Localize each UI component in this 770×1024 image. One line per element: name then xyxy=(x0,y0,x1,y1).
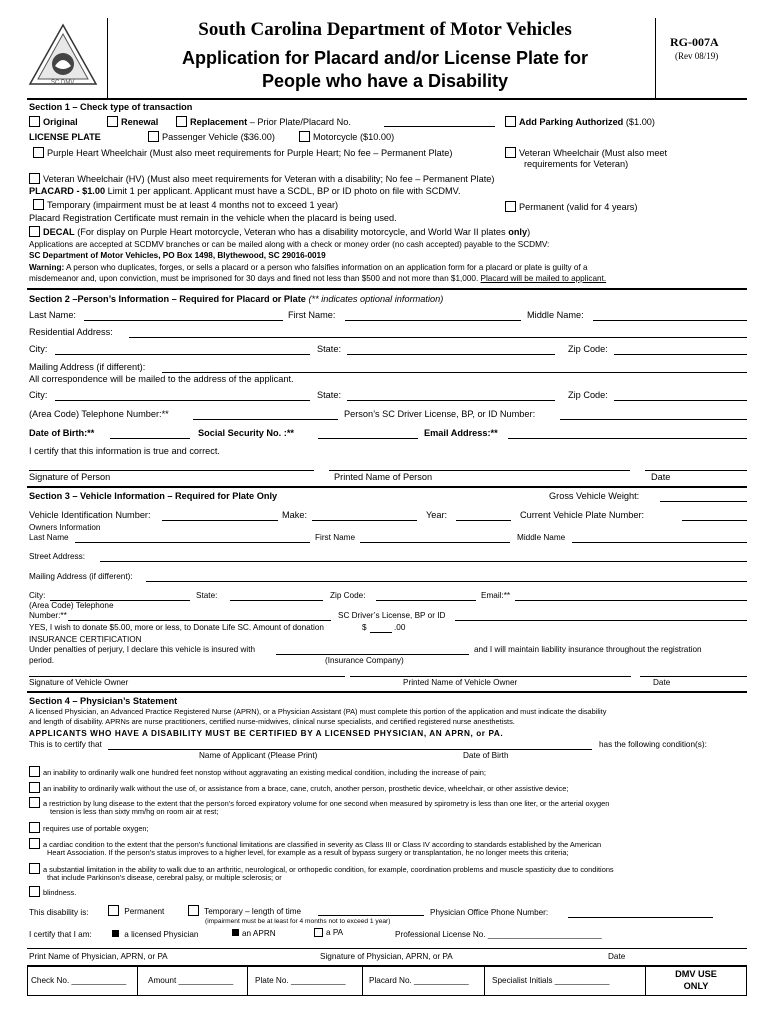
insurance-period: period. xyxy=(29,656,55,665)
decal-option[interactable]: DECAL (For display on Purple Heart motorcycle, Veteran who has a disability motorcycle, and World War II plates only) xyxy=(29,226,530,238)
applicant-dob-caption: Date of Birth xyxy=(463,751,509,760)
specialist-initials-field[interactable]: Specialist Initials ____________ xyxy=(492,976,610,985)
phone-field[interactable] xyxy=(193,419,338,420)
mailing-address-label: Mailing Address (if different): xyxy=(29,362,146,372)
form-revision: (Rev 08/19) xyxy=(675,51,719,61)
owner-zip-label: Zip Code: xyxy=(330,591,366,600)
plate-no-field[interactable]: Plate No. ____________ xyxy=(255,976,346,985)
passenger-checkbox[interactable] xyxy=(148,131,159,142)
replacement-checkbox[interactable] xyxy=(176,116,187,127)
phone-label: (Area Code) Telephone Number:** xyxy=(29,409,169,419)
owner-first-name-label: First Name xyxy=(315,533,356,542)
add-parking-option[interactable]: Add Parking Authorized ($1.00) xyxy=(505,116,655,128)
owner-street-field[interactable] xyxy=(100,561,747,562)
disability-temporary-option[interactable]: Temporary – length of time xyxy=(188,905,301,917)
disability-temporary-checkbox[interactable] xyxy=(188,905,199,916)
owner-date-field[interactable] xyxy=(640,676,747,677)
divider xyxy=(27,948,747,949)
owner-dl-label: SC Driver’s License, BP or ID xyxy=(338,611,446,620)
vet-wheelchair-line2: requirements for Veteran) xyxy=(524,159,629,169)
condition-5-line2: Heart Association. If the person’s status improves to a higher level, for example as a result of bypass surgery or transplantation, he no longer meets this criteria; xyxy=(47,848,569,857)
insurance-statement-2: and I will maintain liability insurance throughout the registration xyxy=(474,645,702,654)
aprn-checkbox[interactable] xyxy=(232,929,239,936)
mailing-address-field[interactable] xyxy=(162,372,747,373)
placard-cert-note: Placard Registration Certificate must remain in the vehicle when the placard is being used. xyxy=(29,213,397,223)
owner-state-field[interactable] xyxy=(230,600,323,601)
aprn-option[interactable]: an APRN xyxy=(232,929,276,939)
seal-text: SC DMV xyxy=(51,80,75,86)
dl-label: Person’s SC Driver License, BP, or ID Number: xyxy=(344,409,536,419)
renewal-checkbox[interactable] xyxy=(107,116,118,127)
physician-date-caption: Date xyxy=(608,952,626,961)
form-title-2: People who have a Disability xyxy=(261,71,509,91)
placard-line: PLACARD - $1.00 Limit 1 per applicant. Applicant must have a SCDL, BP or ID photo on file with SCDMV. xyxy=(29,186,461,196)
vin-label: Vehicle Identification Number: xyxy=(29,510,151,520)
pa-option[interactable]: a PA xyxy=(314,928,343,938)
vet-wheelchair-option[interactable]: Veteran Wheelchair (Must also meet xyxy=(505,147,667,159)
motorcycle-checkbox[interactable] xyxy=(299,131,310,142)
condition-3-line2: tension is less than sixty mm/hg on room air at rest; xyxy=(50,807,219,816)
owner-first-name-field[interactable] xyxy=(360,542,510,543)
decal-checkbox[interactable] xyxy=(29,226,40,237)
dollar-sign: $ xyxy=(362,623,367,632)
owner-middle-name-field[interactable] xyxy=(572,542,747,543)
gvw-label: Gross Vehicle Weight: xyxy=(549,491,640,501)
divider xyxy=(27,691,747,693)
owner-signature-field[interactable] xyxy=(29,676,345,677)
motorcycle-option[interactable]: Motorcycle ($10.00) xyxy=(299,131,394,143)
condition-5-checkbox[interactable] xyxy=(29,838,40,849)
vet-hv-option[interactable]: Veteran Wheelchair (HV) (Must also meet requirements for Veteran with a disability; No fee – Permanent Plate) xyxy=(29,173,494,185)
professional-license-field[interactable]: Professional License No. _________________________ xyxy=(395,930,602,939)
last-name-field[interactable] xyxy=(84,320,283,321)
physician-intro-2: and length of disability. APRNs are nurse practitioners, certified nurse-midwives, clinical nurse specialists, and certified registered nurse anesthetists. xyxy=(29,717,515,726)
owner-mailing-field[interactable] xyxy=(146,581,747,582)
permanent-checkbox[interactable] xyxy=(505,201,516,212)
ssn-field[interactable] xyxy=(318,438,418,439)
donation-amount-field[interactable] xyxy=(370,632,392,633)
email-field[interactable] xyxy=(508,438,747,439)
divider xyxy=(27,486,747,488)
printed-name-caption: Printed Name of Person xyxy=(334,472,433,482)
disability-permanent-option[interactable]: Permanent xyxy=(108,905,164,917)
applicant-name-field[interactable] xyxy=(108,749,592,750)
amount-field[interactable]: Amount ____________ xyxy=(148,976,234,985)
owner-email-label: Email:** xyxy=(481,591,511,600)
section4-heading: Section 4 – Physician’s Statement xyxy=(29,696,178,706)
condition-4[interactable]: requires use of portable oxygen; xyxy=(29,822,149,834)
header-divider-right xyxy=(655,18,656,98)
owner-street-label: Street Address: xyxy=(29,552,85,561)
signature-field[interactable] xyxy=(29,470,314,471)
owner-state-label: State: xyxy=(196,591,218,600)
last-name-label: Last Name: xyxy=(29,310,76,320)
middle-name-label: Middle Name: xyxy=(527,310,584,320)
make-field[interactable] xyxy=(312,520,417,521)
dept-title: South Carolina Department of Motor Vehicles xyxy=(198,19,572,40)
vet-wheelchair-checkbox[interactable] xyxy=(505,147,516,158)
signature-caption: Signature of Person xyxy=(29,472,111,482)
first-name-field[interactable] xyxy=(345,320,521,321)
footer-divider xyxy=(362,966,363,996)
mailing-city-label: City: xyxy=(29,390,48,400)
add-parking-checkbox[interactable] xyxy=(505,116,516,127)
mailing-zip-field[interactable] xyxy=(614,400,747,401)
mailing-state-field[interactable] xyxy=(347,400,555,401)
owner-phone-label: (Area Code) Telephone xyxy=(29,601,114,610)
certify-that-label: This is to certify that xyxy=(29,740,102,749)
make-label: Make: xyxy=(282,510,308,520)
license-plate-label: LICENSE PLATE xyxy=(29,132,101,142)
owner-printed-caption: Printed Name of Vehicle Owner xyxy=(403,678,518,687)
printed-name-field[interactable] xyxy=(329,470,630,471)
licensed-physician-option[interactable]: a licensed Physician xyxy=(112,930,198,940)
mailing-address: SC Department of Motor Vehicles, PO Box 1498, Blythewood, SC 29016-0019 xyxy=(29,251,326,260)
date-field[interactable] xyxy=(645,470,747,471)
physician-intro-1: A licensed Physician, an Advanced Practice Registered Nurse (APRN), or a Physician Assistant (PA) must complete this portion of the application and must indicate the disability xyxy=(29,707,607,716)
office-phone-field[interactable] xyxy=(568,917,713,918)
footer-divider xyxy=(484,966,485,996)
purple-heart-checkbox[interactable] xyxy=(33,147,44,158)
owner-email-field[interactable] xyxy=(515,600,747,601)
first-name-label: First Name: xyxy=(288,310,336,320)
physician-checkbox[interactable] xyxy=(112,930,119,937)
condition-4-checkbox[interactable] xyxy=(29,822,40,833)
year-field[interactable] xyxy=(456,520,511,521)
vin-field[interactable] xyxy=(162,520,278,521)
owner-printed-name-field[interactable] xyxy=(350,676,631,677)
owner-zip-field[interactable] xyxy=(376,600,476,601)
condition-6-checkbox[interactable] xyxy=(29,863,40,874)
state-label: State: xyxy=(317,344,342,354)
physician-requirement: APPLICANTS WHO HAVE A DISABILITY MUST BE CERTIFIED BY A LICENSED PHYSICIAN, AN APRN, or PA. xyxy=(29,729,504,738)
temporary-note: (impairment must be at least for 4 months not to exceed 1 year) xyxy=(205,918,391,925)
temporary-option[interactable]: Temporary (impairment must be at least 4 months not to exceed 1 year) xyxy=(33,199,338,211)
prior-plate-field[interactable] xyxy=(384,126,495,127)
original-checkbox[interactable] xyxy=(29,116,40,127)
divider xyxy=(27,288,747,290)
owner-mailing-label: Mailing Address (if different): xyxy=(29,572,133,581)
dmv-only-label: ONLY xyxy=(683,981,709,991)
physician-signature-caption: Signature of Physician, APRN, or PA xyxy=(320,952,453,961)
owner-last-name-field[interactable] xyxy=(75,542,310,543)
current-plate-field[interactable] xyxy=(682,520,747,521)
condition-7-checkbox[interactable] xyxy=(29,886,40,897)
placard-no-field[interactable]: Placard No. ____________ xyxy=(369,976,469,985)
warning-line2: misdemeanor and, upon conviction, must be imprisoned for 30 days and fined not less than $500 and not more than $1,000. Placard will be mailed to applicant. xyxy=(29,274,607,283)
has-conditions-label: has the following condition(s): xyxy=(599,740,707,749)
disability-permanent-checkbox[interactable] xyxy=(108,905,119,916)
condition-2-checkbox[interactable] xyxy=(29,782,40,793)
mailing-city-field[interactable] xyxy=(55,400,310,401)
insurance-statement: Under penalties of perjury, I declare this vehicle is insured with xyxy=(29,645,256,654)
date-caption: Date xyxy=(651,472,671,482)
insurance-company-field[interactable] xyxy=(276,654,469,655)
correspondence-note: All correspondence will be mailed to the address of the applicant. xyxy=(29,374,294,384)
dob-label: Date of Birth:** xyxy=(29,428,95,438)
office-phone-label: Physician Office Phone Number: xyxy=(430,908,549,917)
owner-phone-label-2: Number:** xyxy=(29,611,67,620)
original-option[interactable]: Original xyxy=(29,116,78,128)
section1-heading: Section 1 – Check type of transaction xyxy=(29,102,193,112)
permanent-option[interactable]: Permanent (valid for 4 years) xyxy=(505,201,637,213)
section3-heading: Section 3 – Vehicle Information – Required for Plate Only xyxy=(29,491,278,501)
section2-heading: Section 2 –Person’s Information – Required for Placard or Plate (** indicates optional information) xyxy=(29,294,444,304)
physician-print-name-caption: Print Name of Physician, APRN, or PA xyxy=(29,952,168,961)
zip-label: Zip Code: xyxy=(568,344,608,354)
check-no-field[interactable]: Check No. ____________ xyxy=(31,976,127,985)
owners-info-label: Owners Information xyxy=(29,523,101,532)
owner-dl-field[interactable] xyxy=(455,620,747,621)
email-label: Email Address:** xyxy=(424,428,498,438)
purple-heart-option[interactable]: Purple Heart Wheelchair (Must also meet requirements for Purple Heart; No fee – Permanent Plate) xyxy=(33,147,452,159)
applications-note: Applications are accepted at SCDMV branches or can be mailed along with a check or money order (no cash accepted) payable to the SCDMV: xyxy=(29,240,550,249)
condition-5[interactable]: a cardiac condition to the extent that the person’s functional limitations are classified in severity as Class III or Class IV according to standards established by the American xyxy=(29,838,601,850)
condition-1[interactable]: an inability to ordinarily walk one hundred feet nonstop without aggravating an existing medical condition, including the increase of pain; xyxy=(29,766,486,778)
condition-3[interactable]: a restriction by lung disease to the extent that the person’s forced expiratory volume for one second when measured by spirometry is less than one liter, or the arterial oxygen xyxy=(29,797,609,809)
disability-is-label: This disability is: xyxy=(29,908,89,917)
owner-last-name-label: Last Name xyxy=(29,533,69,542)
dl-field[interactable] xyxy=(560,419,747,420)
temporary-length-field[interactable] xyxy=(318,915,424,916)
i-certify-label: I certify that I am: xyxy=(29,930,92,939)
condition-2[interactable]: an inability to ordinarily walk without the use of, or assistance from a brace, cane, crutch, another person, prosthetic device, wheelchair, or other assistive device; xyxy=(29,782,568,794)
condition-6[interactable]: a substantial limitation in the ability to walk due to an arthritic, neurological, or orthopedic condition, for example, coordination problems and muscle spasticity due to conditions xyxy=(29,863,614,875)
footer-divider xyxy=(247,966,248,996)
renewal-option[interactable]: Renewal xyxy=(107,116,158,128)
certify-statement: I certify that this information is true and correct. xyxy=(29,446,220,456)
owner-city-label: City: xyxy=(29,591,46,600)
owner-date-caption: Date xyxy=(653,678,671,687)
condition-6-line2: that include Parkinson’s disease, cerebral palsy, or multiple sclerosis; or xyxy=(47,873,282,882)
ssn-label: Social Security No. :** xyxy=(198,428,294,438)
owner-phone-field[interactable] xyxy=(68,620,331,621)
residential-address-field[interactable] xyxy=(129,337,747,338)
replacement-option[interactable]: Replacement – Prior Plate/Placard No. xyxy=(176,116,351,128)
dob-field[interactable] xyxy=(110,438,190,439)
divider xyxy=(27,98,747,100)
donate-label: YES, I wish to donate $5.00, more or less, to Donate Life SC. Amount of donation xyxy=(29,623,324,632)
gvw-field[interactable] xyxy=(660,501,747,502)
insurance-company-caption: (Insurance Company) xyxy=(325,656,404,665)
owner-signature-caption: Signature of Vehicle Owner xyxy=(29,678,129,687)
pa-checkbox[interactable] xyxy=(314,928,323,937)
warning-line1: Warning: A person who duplicates, forges, or sells a placard or a person who falsifies information on an application form for a placard or plate is guilty of a xyxy=(29,263,588,272)
mailing-state-label: State: xyxy=(317,390,342,400)
donation-cents: .00 xyxy=(394,623,406,632)
vet-hv-checkbox[interactable] xyxy=(29,173,40,184)
insurance-cert-heading: INSURANCE CERTIFICATION xyxy=(29,635,142,644)
state-field[interactable] xyxy=(347,354,555,355)
form-title-1: Application for Placard and/or License Plate for xyxy=(181,48,589,68)
condition-3-checkbox[interactable] xyxy=(29,797,40,808)
year-label: Year: xyxy=(426,510,448,520)
temporary-checkbox[interactable] xyxy=(33,199,44,210)
zip-field[interactable] xyxy=(614,354,747,355)
middle-name-field[interactable] xyxy=(593,320,747,321)
city-field[interactable] xyxy=(55,354,310,355)
mailing-zip-label: Zip Code: xyxy=(568,390,608,400)
dmv-use-label: DMV USE xyxy=(675,969,717,979)
residential-address-label: Residential Address: xyxy=(29,327,113,337)
applicant-name-caption: Name of Applicant (Please Print) xyxy=(199,751,318,760)
owner-middle-name-label: Middle Name xyxy=(517,533,566,542)
city-label: City: xyxy=(29,344,48,354)
footer-divider xyxy=(137,966,138,996)
condition-1-checkbox[interactable] xyxy=(29,766,40,777)
current-plate-label: Current Vehicle Plate Number: xyxy=(520,510,645,520)
condition-7[interactable]: blindness. xyxy=(29,886,76,898)
passenger-option[interactable]: Passenger Vehicle ($36.00) xyxy=(148,131,275,143)
form-number: RG-007A xyxy=(670,35,719,49)
